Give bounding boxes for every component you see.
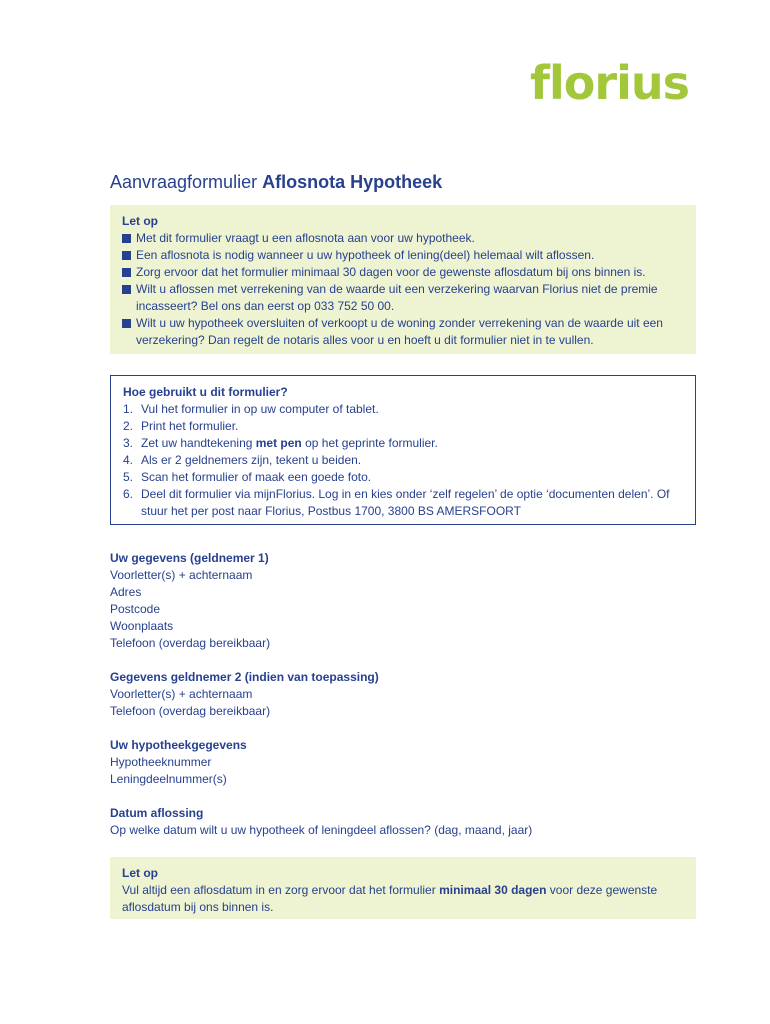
- notice-item-text: Wilt u aflossen met verrekening van de waarde uit een verzekering waarvan Florius niet de premie incasseert? Bel ons dan eerst op 033 752 50 00.: [136, 282, 658, 313]
- notice-item-text: Wilt u uw hypotheek oversluiten of verkoopt u de woning zonder verrekening van de waarde uit een verzekering? Dan regelt de notaris alles voor u en hoeft u dit formulier niet in te vullen.: [136, 316, 663, 347]
- notice-text-bold: minimaal 30 dagen: [439, 883, 547, 897]
- instruction-step: [123, 418, 683, 435]
- field-label-aflosdatum[interactable]: Op welke datum wilt u uw hypotheek of leningdeel aflossen? (dag, maand, jaar): [110, 823, 533, 837]
- title-bold: Aflosnota Hypotheek: [262, 172, 443, 192]
- step-number: 5.: [123, 470, 134, 484]
- square-bullet-icon: [122, 268, 131, 277]
- step-number: 6.: [123, 487, 134, 501]
- notice-text-before: Vul altijd een aflosdatum in en zorg ervoor dat het formulier: [122, 883, 440, 897]
- section-heading: Gegevens geldnemer 2 (indien van toepassing): [110, 670, 379, 684]
- step-number: 4.: [123, 453, 134, 467]
- instructions-box: [110, 375, 696, 525]
- notice-heading: Let op: [122, 214, 158, 228]
- section-datum-aflossing: [110, 805, 696, 839]
- step-text-before: Zet uw handtekening: [141, 436, 256, 450]
- field-label-telefoon[interactable]: Telefoon (overdag bereikbaar): [110, 636, 271, 650]
- step-text-bold: met pen: [255, 436, 302, 450]
- step-text: Scan het formulier of maak een goede foto.: [141, 470, 372, 484]
- instructions-heading: Hoe gebruikt u dit formulier?: [123, 385, 288, 399]
- field-label-hypotheeknummer[interactable]: Hypotheeknummer: [110, 755, 212, 769]
- notice-text-after: voor deze gewenste aflosdatum bij ons binnen is.: [122, 883, 658, 914]
- field-label-adres[interactable]: Adres: [110, 585, 142, 599]
- instruction-step: [123, 486, 683, 520]
- step-text: Als er 2 geldnemers zijn, tekent u beiden.: [141, 453, 362, 467]
- instruction-step: [123, 469, 683, 486]
- notice-item-text: Een aflosnota is nodig wanneer u uw hypotheek of lening(deel) helemaal wilt aflossen.: [136, 248, 595, 262]
- notice-item: [122, 315, 684, 349]
- notice-item-text: Met dit formulier vraagt u een aflosnota aan voor uw hypotheek.: [136, 231, 475, 245]
- section-heading: Uw gegevens (geldnemer 1): [110, 551, 269, 565]
- notice-text: [122, 882, 684, 916]
- field-label-naam[interactable]: Voorletter(s) + achternaam: [110, 568, 253, 582]
- title-prefix: Aanvraagformulier: [110, 172, 258, 192]
- notice-item: [122, 247, 684, 264]
- square-bullet-icon: [122, 234, 131, 243]
- field-label-naam-2[interactable]: Voorletter(s) + achternaam: [110, 687, 253, 701]
- page-title: [110, 172, 442, 193]
- instruction-step: [123, 401, 683, 418]
- notice-item: [122, 281, 684, 315]
- instructions-list: [123, 401, 683, 520]
- step-text: Vul het formulier in op uw computer of tablet.: [141, 402, 379, 416]
- step-number: 1.: [123, 402, 134, 416]
- step-text: Deel dit formulier via mijnFlorius. Log in en kies onder ‘zelf regelen’ de optie ‘documenten delen’. Of stuur het per post naar Florius, Postbus 1700, 3800 BS AMERSFOORT: [141, 487, 670, 518]
- step-text: Print het formulier.: [141, 419, 239, 433]
- notice-box-aflosdatum: [110, 857, 696, 919]
- instruction-step: [123, 435, 683, 452]
- square-bullet-icon: [122, 319, 131, 328]
- field-label-leningdeelnummers[interactable]: Leningdeelnummer(s): [110, 772, 227, 786]
- step-number: 3.: [123, 436, 134, 450]
- notice-heading: Let op: [122, 866, 158, 880]
- step-number: 2.: [123, 419, 134, 433]
- section-geldnemer-1: [110, 550, 696, 652]
- field-label-postcode[interactable]: Postcode: [110, 602, 161, 616]
- square-bullet-icon: [122, 285, 131, 294]
- field-label-woonplaats[interactable]: Woonplaats: [110, 619, 174, 633]
- instruction-step: [123, 452, 683, 469]
- section-heading: Uw hypotheekgegevens: [110, 738, 247, 752]
- section-heading: Datum aflossing: [110, 806, 204, 820]
- section-geldnemer-2: [110, 669, 696, 720]
- square-bullet-icon: [122, 251, 131, 260]
- notice-item: [122, 264, 684, 281]
- step-text-after: op het geprinte formulier.: [301, 436, 438, 450]
- field-label-telefoon-2[interactable]: Telefoon (overdag bereikbaar): [110, 704, 271, 718]
- florius-logo: florius: [530, 56, 689, 110]
- notice-item-text: Zorg ervoor dat het formulier minimaal 30 dagen voor de gewenste aflosdatum bij ons binnen is.: [136, 265, 646, 279]
- section-hypotheekgegevens: [110, 737, 696, 788]
- notice-item: [122, 230, 684, 247]
- notice-list: [122, 230, 684, 349]
- notice-box-let-op: [110, 205, 696, 354]
